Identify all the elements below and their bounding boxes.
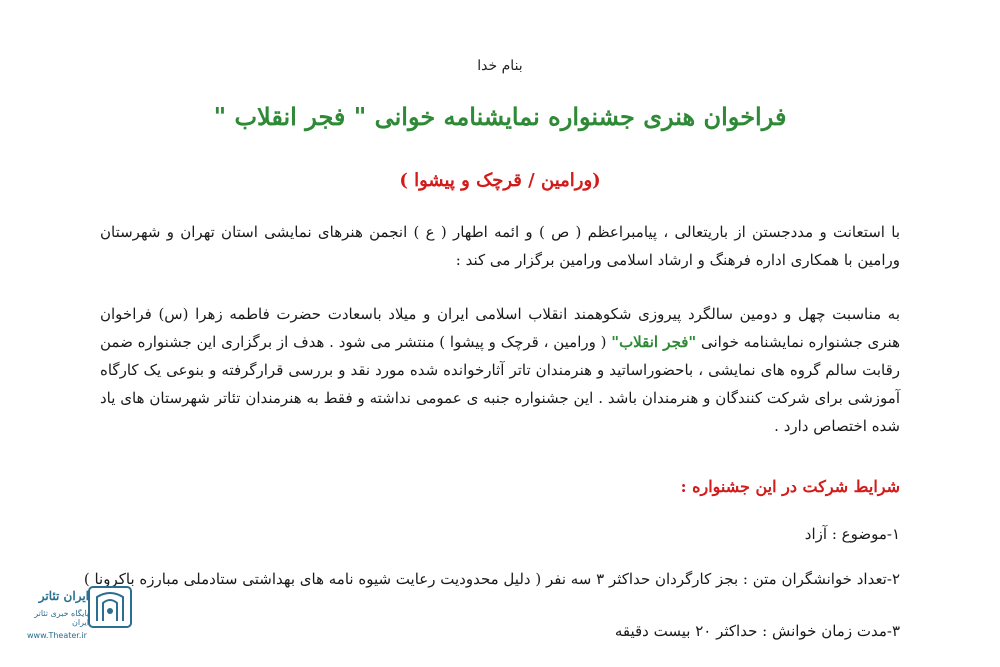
condition-item-readers: ۲-تعداد خوانشگران متن : بجز کارگردان حداکثر ۳ سه نفر ( دلیل محدودیت رعایت شیوه نامه های بهداشتی ستادملی مبارزه باکرونا ) — [83, 570, 900, 588]
intro-line-1: با استعانت و مددجستن از باریتعالی ، پیامبراعظم ( ص ) و ائمه اطهار ( ع ) انجمن هنرهای نمایشی استان تهران و شهرستان ورامین — [100, 223, 900, 269]
watermark-name: ایران تئاتر — [38, 589, 89, 603]
watermark-url: www.Theater.ir — [27, 631, 87, 640]
condition-item-topic: ۱-موضوع : آزاد — [804, 525, 900, 543]
condition-item-duration: ۳-مدت زمان خوانش : حداکثر ۲۰ بیست دقیقه — [614, 622, 900, 640]
intro-line-2: با همکاری اداره فرهنگ و ارشاد اسلامی ورامین برگزار می کند : — [455, 251, 853, 269]
body-paragraph — [100, 300, 900, 440]
iran-theater-watermark-logo — [25, 585, 135, 643]
watermark-subtitle: پایگاه خبری تئاتر ایران — [34, 609, 89, 627]
bismillah: بنام خدا — [477, 58, 523, 74]
festival-name-highlight: "فجر انقلاب" — [611, 333, 697, 351]
intro-paragraph — [100, 218, 900, 274]
theater-emblem-icon — [87, 585, 133, 629]
page-subtitle: (ورامین / قرچک و پیشوا ) — [399, 170, 601, 191]
page-title: فراخوان هنری جشنواره نمایشنامه خوانی " فجر انقلاب " — [213, 102, 787, 131]
body-text-part-1: به مناسبت چهل و دومین سالگرد پیروزی شکوهمند انقلاب اسلامی ایران و میلاد باسعادت حضرت فاطمه زهرا (س) فراخوان هنری جشنواره نمایشنامه خوانی — [100, 305, 900, 351]
conditions-heading: شرایط شرکت در این جشنواره : — [680, 477, 900, 496]
body-text-part-2: ( ورامین ، قرچک و پیشوا ) منتشر می شود . هدف از برگزاری این جشنواره ضمن رقابت سالم گروه های نمایشی ، باحضوراساتید و هنرمندان تاتر آثارخوانده شده مورد نقد و بررسی قرارگرفته و بنوعی یک کارگاه آموزشی برای شرکت کنندگان و هنرمندان باشد . این جشنواره جنبه ی عمومی نداشته و فقط به هنرمندان تئاتر شهرستان های یاد شده اختصاص دارد . — [100, 333, 900, 435]
